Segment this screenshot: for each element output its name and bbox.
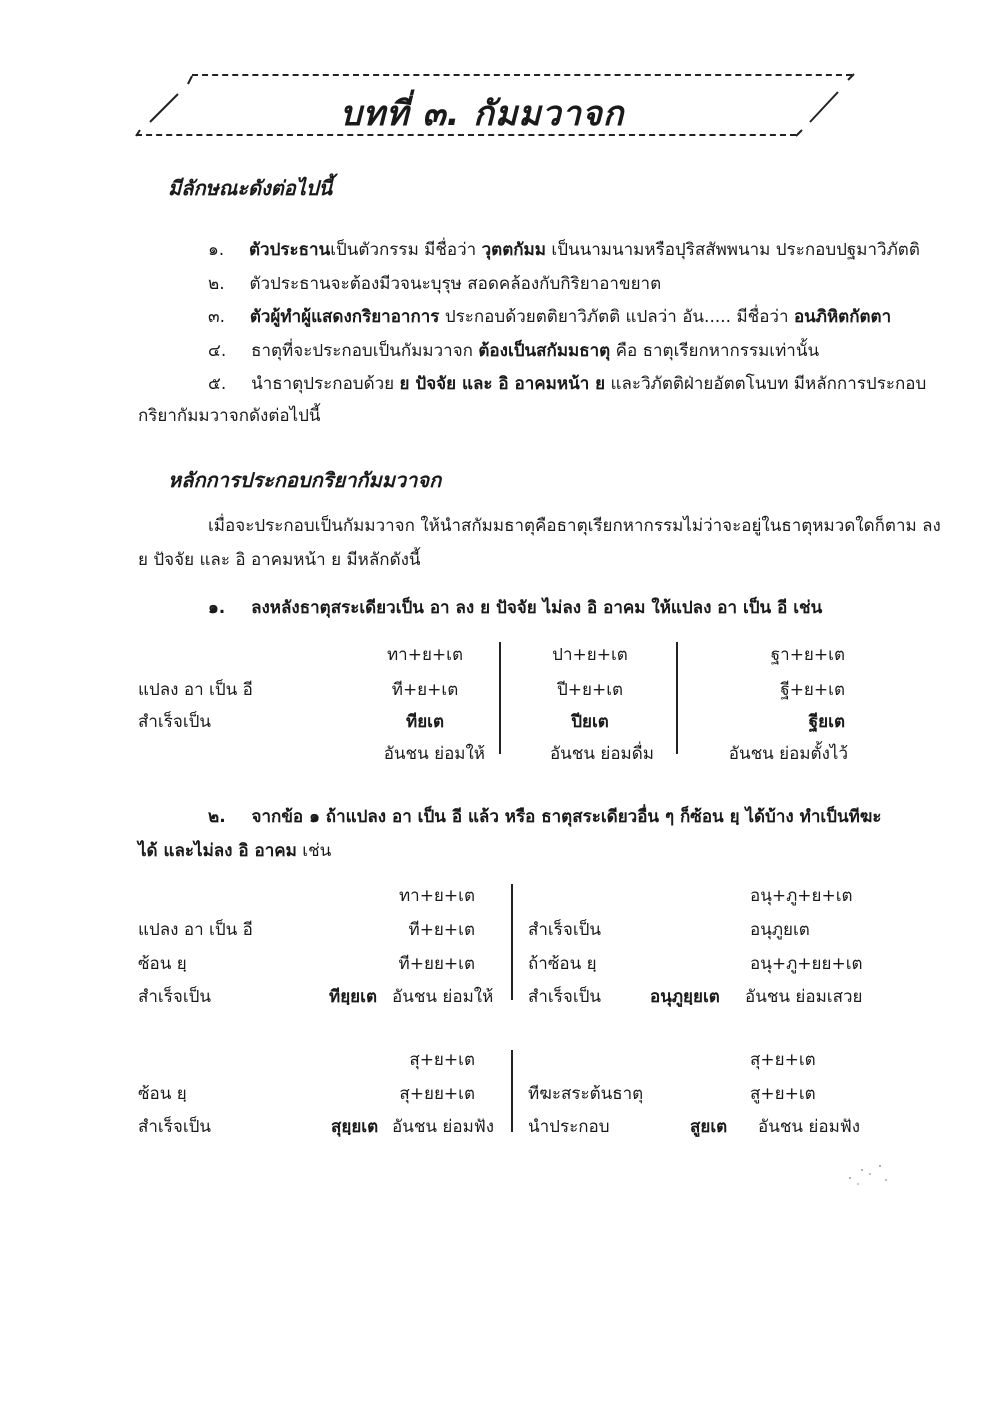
table-cell: ทา+ย+เต	[398, 886, 475, 906]
intro-paragraph-line1: เมื่อจะประกอบเป็นกัมมวาจก ให้นำสกัมมธาตุคือธาตุเรียกหากรรมไม่ว่าจะอยู่ในธาตุหมวดใดก็ตาม ลง	[208, 516, 941, 536]
list-item-continuation: กริยากัมมวาจกดังต่อไปนี้	[138, 406, 321, 426]
table-cell: อนุ+ภู+ย+เต	[750, 886, 853, 906]
row-label: ซ้อน ยฺ	[138, 954, 187, 974]
intro-paragraph-line2: ย ปัจจัย และ อิ อาคมหน้า ย มีหลักดังนี้	[138, 550, 421, 570]
table-cell: สุ+ย+เต	[750, 1050, 816, 1070]
row-label: สำเร็จเป็น	[138, 987, 212, 1007]
list-item: ๕. นำธาตุประกอบด้วย ย ปัจจัย และ อิ อาคมหน้า ย และวิภัตติฝ่ายอัตตโนบท มีหลักการประกอบ	[208, 374, 927, 394]
table-cell-meaning: อันชน ย่อมเสวย	[745, 987, 863, 1007]
row-label: ซ้อน ยฺ	[138, 1084, 187, 1104]
table-cell-result: อนุภูยฺยเต	[650, 987, 720, 1007]
rule-2-continuation: ได้ และไม่ลง อิ อาคม เช่น	[138, 841, 332, 861]
list-item: ๓. ตัวผู้ทำผู้แสดงกริยาอาการ ประกอบด้วยตติยาวิภัตติ แปลว่า อัน..... มีชื่อว่า อนภิหิตกัตตา	[208, 307, 892, 327]
list-item: ๑. ตัวประธานเป็นตัวกรรม มีชื่อว่า วุตตกัมม เป็นนามนามหรือปุริสสัพพนาม ประกอบปฐมาวิภัตติ	[208, 240, 920, 260]
table-cell: ฐา+ย+เต	[770, 645, 845, 665]
row-label: สำเร็จเป็น	[138, 712, 212, 732]
table-cell: ที+ยย+เต	[398, 954, 475, 974]
column-divider	[676, 642, 678, 754]
row-label: สำเร็จเป็น	[528, 920, 602, 940]
table-cell: สุ+ยย+เต	[399, 1084, 475, 1104]
section-heading-principles: หลักการประกอบกริยากัมมวาจก	[168, 468, 442, 492]
list-item: ๒. ตัวประธานจะต้องมีวจนะบุรุษ สอดคล้องกับกิริยาอาขยาต	[208, 274, 662, 294]
table-cell-result: สูยเต	[690, 1117, 728, 1137]
table-cell: ทียเต	[405, 712, 445, 732]
table-cell: ปี+ย+เต	[556, 680, 624, 700]
row-label: แปลง อา เป็น อี	[138, 680, 253, 700]
row-label: นำประกอบ	[528, 1117, 610, 1137]
rule-2: ๒. จากข้อ ๑ ถ้าแปลง อา เป็น อี แล้ว หรือ ธาตุสระเดียวอื่น ๆ ก็ซ้อน ยฺ ได้บ้าง ทำเป็นทีฆะ	[208, 807, 882, 827]
page-title: บทที่ ๓. กัมมวาจก	[340, 94, 625, 134]
table-cell: อันชน ย่อมตั้งไว้	[728, 744, 848, 764]
rule-1: ๑. ลงหลังธาตุสระเดียวเป็น อา ลง ย ปัจจัย ไม่ลง อิ อาคม ให้แปลง อา เป็น อี เช่น	[208, 598, 823, 618]
table-cell: ฐียเต	[808, 712, 845, 732]
row-label: แปลง อา เป็น อี	[138, 920, 253, 940]
table-cell-result: ทียฺยเต	[329, 987, 377, 1007]
table-cell: ที+ย+เต	[391, 680, 459, 700]
row-label: สำเร็จเป็น	[138, 1117, 212, 1137]
table-cell: อนุภูยเต	[750, 920, 810, 940]
table-cell: อันชน ย่อมให้	[383, 744, 485, 764]
column-divider	[511, 1050, 513, 1132]
row-label: ทีฆะสระต้นธาตุ	[528, 1084, 644, 1104]
table-cell-meaning: อันชน ย่อมฟัง	[758, 1117, 861, 1137]
list-item: ๔. ธาตุที่จะประกอบเป็นกัมมวาจก ต้องเป็นสกัมมธาตุ คือ ธาตุเรียกหากรรมเท่านั้น	[208, 341, 820, 361]
table-cell: ที+ย+เต	[408, 920, 475, 940]
table-cell: ปา+ย+เต	[552, 645, 628, 665]
table-cell-result: สุยฺยเต	[331, 1117, 379, 1137]
table-cell: สู+ย+เต	[750, 1084, 816, 1104]
section-heading-characteristics: มีลักษณะดังต่อไปนี้	[168, 176, 333, 200]
table-cell: อนุ+ภู+ยย+เต	[750, 954, 863, 974]
column-divider	[511, 884, 513, 1000]
table-cell: ปียเต	[571, 712, 609, 732]
table-cell-meaning: อันชน ย่อมฟัง	[392, 1117, 495, 1137]
row-label: ถ้าซ้อน ยฺ	[528, 954, 597, 974]
table-cell: อันชน ย่อมดื่ม	[549, 744, 654, 764]
row-label: สำเร็จเป็น	[528, 987, 602, 1007]
scan-specks	[840, 1160, 900, 1190]
table-cell: สุ+ย+เต	[409, 1050, 475, 1070]
table-cell: ทา+ย+เต	[386, 645, 464, 665]
table-cell: ฐี+ย+เต	[780, 680, 845, 700]
table-cell-meaning: อันชน ย่อมให้	[392, 987, 494, 1007]
column-divider	[499, 642, 501, 754]
